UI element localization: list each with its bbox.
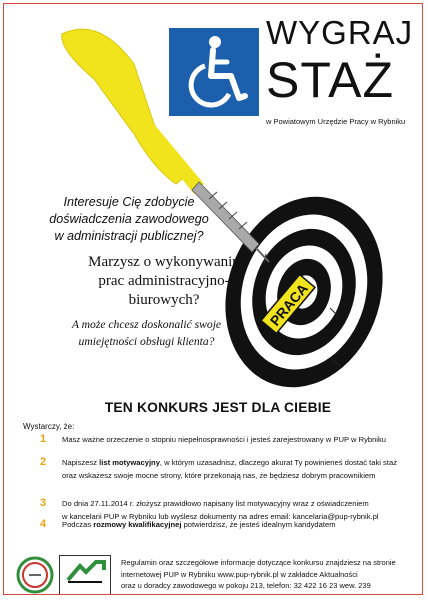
step-number: 4 bbox=[40, 518, 47, 530]
intro-text: Wystarczy, że: bbox=[23, 422, 75, 431]
question-customer-service: A może chcesz doskonalić swoje umiejętności obsługi klienta? bbox=[71, 318, 222, 348]
target-label: PRACA bbox=[266, 280, 311, 329]
question-admin-work: Marzysz o wykonywaniu prac administracyjno- biurowych? bbox=[88, 254, 240, 308]
question-experience: Interesuje Cię zdobycie doświadczenia zawodowego w administracji publicznej? bbox=[49, 195, 209, 243]
step-text: Do dnia 27.11.2014 r. złożysz prawidłowo napisany list motywacyjny wraz z oświadczeniem w kancelarii PUP w Rybniku lub wyślesz dokumenty na adres email: kancelaria@pup-rybnik.pl bbox=[62, 499, 379, 521]
poster-frame bbox=[3, 3, 423, 595]
title-main: STAŻ bbox=[266, 52, 395, 108]
logo-caz bbox=[16, 556, 54, 594]
title-top: WYGRAJ bbox=[266, 14, 414, 51]
step-text: Podczas rozmowy kwalifikacyjnej potwierdzisz, że jesteś idealnym kandydatem bbox=[62, 520, 336, 529]
footer-info: Regulamin oraz szczegółowe informacje dotyczące konkursu znajdziesz na stronie internetowej PUP w Rybniku www.pup-rybnik.pl w zakładce Aktualności oraz u doradcy zawodowego w pokoju 213, telefon: 32 422 16 23 wew. 239 bbox=[121, 558, 396, 591]
step-number: 1 bbox=[40, 433, 47, 445]
step-text: Napiszesz list motywacyjny, w którym uzasadnisz, dlaczego akurat Ty powinieneś dostać taki staż oraz wskażesz swoje mocne strony, które przekonają nas, że będziesz dobrym pracownikiem bbox=[62, 458, 397, 480]
step-number: 3 bbox=[40, 497, 47, 509]
step-text: Masz ważne orzeczenie o stopniu niepełnosprawności i jesteś zarejestrowany w PUP w Rybniku bbox=[62, 435, 387, 444]
headline: TEN KONKURS JEST DLA CIEBIE bbox=[104, 400, 332, 415]
step-number: 2 bbox=[40, 456, 47, 468]
subtitle: w Powiatowym Urzędzie Pracy w Rybniku bbox=[266, 117, 406, 126]
logo-urzad-pracy bbox=[59, 555, 111, 595]
arrow-icon bbox=[60, 556, 110, 586]
